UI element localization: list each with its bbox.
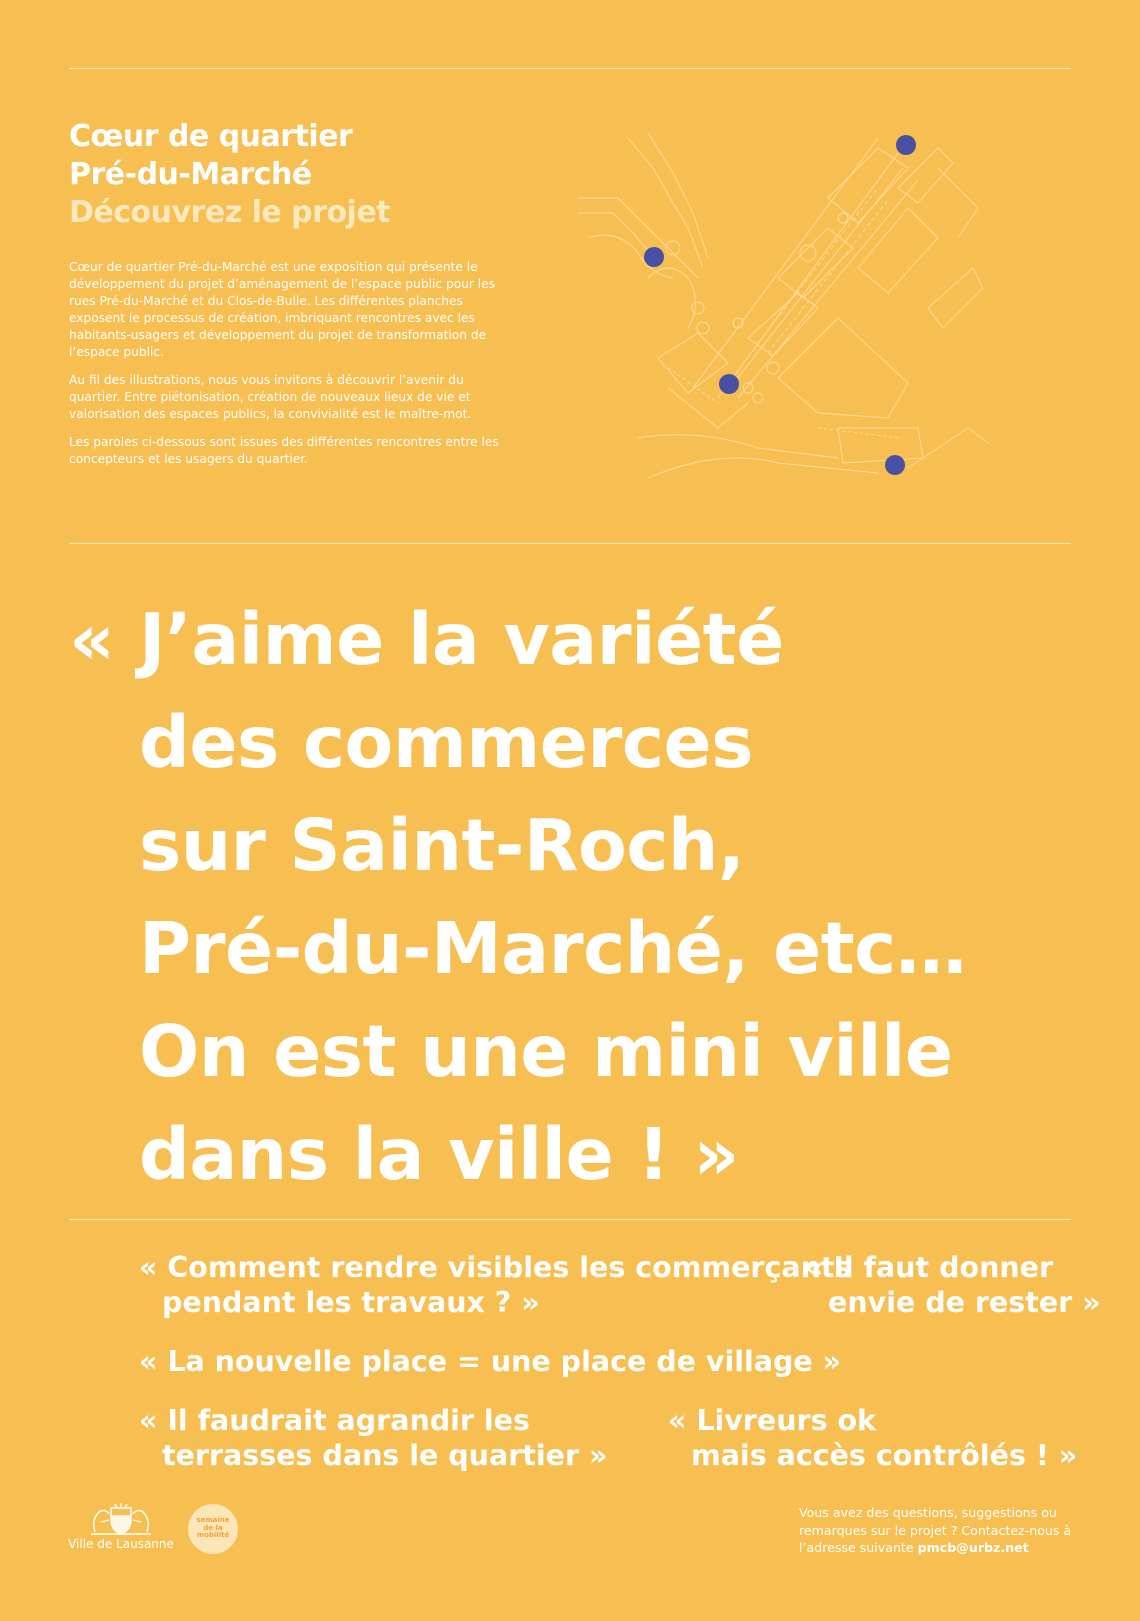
middle-divider bbox=[69, 543, 1071, 544]
quote-terrasses bbox=[139, 1403, 607, 1473]
main-quote-line-6: dans la ville ! » bbox=[139, 1113, 739, 1196]
main-quote-line-1: J’aime la variété bbox=[139, 598, 784, 681]
lausanne-crest-icon bbox=[87, 1502, 155, 1536]
quote-line: « Il faut donner bbox=[805, 1251, 1054, 1284]
main-quote bbox=[69, 588, 1109, 1206]
quote-line: « Livreurs ok bbox=[668, 1404, 876, 1437]
main-quote-line-4: Pré-du-Marché, etc… bbox=[139, 907, 967, 990]
contact-info bbox=[799, 1504, 1089, 1557]
lower-divider bbox=[69, 1219, 1071, 1220]
intro-paragraph-3: Les paroles ci-dessous sont issues des différentes rencontres entre les concepteurs et les usagers du quartier. bbox=[69, 435, 499, 466]
main-quote-line-3: sur Saint-Roch, bbox=[139, 804, 745, 887]
lausanne-logo bbox=[66, 1502, 176, 1551]
site-plan-map bbox=[578, 128, 988, 498]
quote-line: terrasses dans le quartier » bbox=[162, 1439, 608, 1472]
main-quote-line-5: On est une mini ville bbox=[139, 1010, 953, 1093]
quote-line: « Comment rendre visibles les commerçants bbox=[139, 1251, 852, 1284]
top-divider bbox=[69, 68, 1071, 69]
contact-email-link[interactable]: pmcb@urbz.net bbox=[917, 1540, 1029, 1555]
header-title bbox=[69, 118, 390, 232]
map-marker-1 bbox=[896, 135, 916, 155]
quote-place-de-village: « La nouvelle place = une place de village » bbox=[139, 1345, 842, 1378]
quote-envie-de-rester bbox=[805, 1250, 1101, 1320]
main-quote-open-mark: « bbox=[69, 598, 115, 681]
subtitle: Découvrez le projet bbox=[69, 195, 391, 230]
title-line-2: Pré-du-Marché bbox=[69, 157, 312, 192]
intro-text bbox=[69, 259, 499, 479]
quote-line: envie de rester » bbox=[828, 1286, 1101, 1319]
map-marker-3 bbox=[719, 374, 739, 394]
map-marker-4 bbox=[885, 455, 905, 475]
lausanne-label: Ville de Lausanne bbox=[68, 1537, 174, 1551]
main-quote-line-2: des commerces bbox=[139, 701, 753, 784]
quote-livreurs bbox=[668, 1403, 1077, 1473]
semaine-mobilite-label: semaine de la mobilité bbox=[196, 1516, 230, 1539]
quote-line: pendant les travaux ? » bbox=[162, 1286, 540, 1319]
intro-paragraph-2: Au fil des illustrations, nous vous invitons à découvrir l’avenir du quartier. Entre piétonisation, création de nouveaux lieux de vie et valorisation des espaces publics, la convivialité est le maître-mot. bbox=[69, 373, 472, 421]
map-marker-2 bbox=[644, 247, 664, 267]
semaine-mobilite-logo bbox=[188, 1504, 238, 1554]
quote-line: mais accès contrôlés ! » bbox=[691, 1439, 1078, 1472]
quote-line: « Il faudrait agrandir les bbox=[139, 1404, 530, 1437]
contact-text: Vous avez des questions, suggestions ou remarques sur le projet ? Contactez-nous à l’adresse suivante bbox=[799, 1505, 1072, 1555]
title-line-1: Cœur de quartier bbox=[69, 119, 353, 154]
intro-paragraph-1: Cœur de quartier Pré-du-Marché est une exposition qui présente le développement du projet d’aménagement de l’espace public pour les rues Pré-du-Marché et du Clos-de-Bulle. Les différentes planches exposent le processus de création, imbriquant rencontres avec les habitants-usagers et développement du projet de transformation de l’espace public. bbox=[69, 260, 496, 359]
quote-commercants bbox=[139, 1250, 851, 1320]
